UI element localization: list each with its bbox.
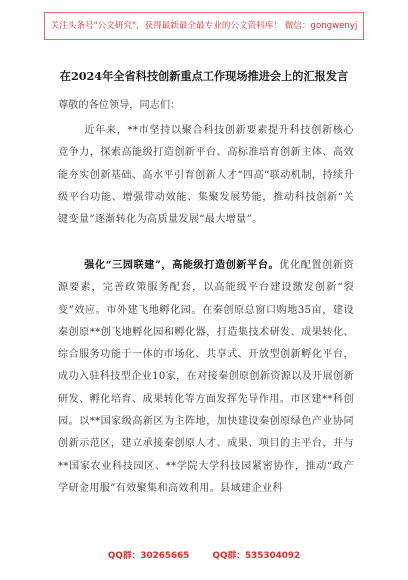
qq-group-2: QQ群：535304092 <box>212 551 301 561</box>
footer-contact <box>0 548 408 561</box>
promo-banner: 关注头条号"公文研究"，获得最新最全最专业的公文资料库！ 微信：gongwenyj <box>44 12 364 40</box>
paragraph-intro <box>58 120 354 231</box>
qq-group-1: QQ群：30265665 <box>107 551 190 561</box>
document-title: 在2024年全省科技创新重点工作现场推进会上的汇报发言 <box>59 69 349 83</box>
paragraph-heading: 强化“三园联建”，高能级打造创新平台。 <box>84 260 280 271</box>
paragraph-platform <box>58 255 354 500</box>
paragraph-intro-text: 近年来，**市坚持以聚合科技创新要素提升科技创新核心竞争力，探索高能级打造创新平台、高标准培育创新主体、高效能夯实创新基础、高水平引育创新人才“四高”联动机制，持续升级平台功能、增强带动效能、集聚发展势能，推动科技创新“关键变量”逐渐转化为高质量发展“最大增量”。 <box>58 125 354 226</box>
salutation: 尊敬的各位领导，同志们： <box>58 100 181 111</box>
paragraph-platform-text: 优化配置创新资源要素，完善政策服务配套，以高能级平台建设激发创新“裂变”效应。市外建飞地孵化园。在秦创原总窗口购地35亩，建设秦创原**创飞地孵化园和孵化器，打造集技术研发、成果转化、综合服务功能于一体的市场化、共享式、开放型创新孵化平台，成功入驻科技型企业10家，在对接秦创原创新资源以及开展创新研发、孵化培育、成果转化等方面发挥先导作用。市区建**科创园。以**国家级高新区为主阵地，加快建设秦创原绿色产业协同创新示范区，建立承接秦创原人才、成果、项目的主平台，并与**国家农业科技园区、**学院大学科技园紧密协作，推动“政产学研金用服”有效聚集和高效利用。县域建企业科 <box>58 260 354 494</box>
